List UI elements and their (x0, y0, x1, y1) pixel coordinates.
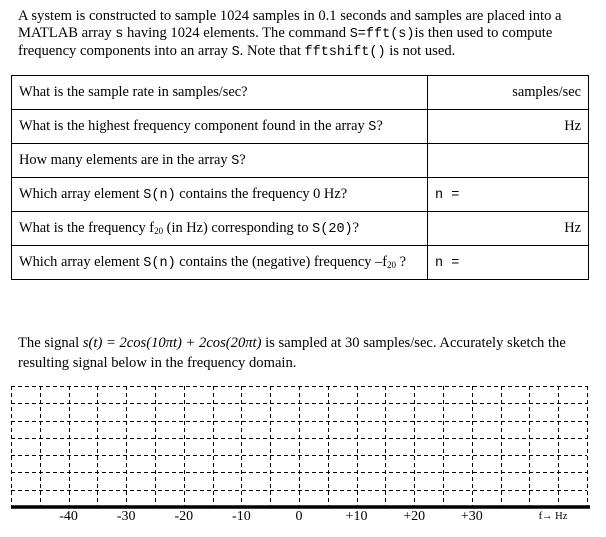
variable-S: S (231, 45, 240, 60)
subscript: 20 (387, 260, 397, 270)
answer-prefix: n = (435, 188, 460, 203)
question-text: Which array element (19, 186, 144, 202)
answer-unit: Hz (564, 118, 581, 134)
question-text: What is the frequency f (19, 220, 155, 236)
signal-text: is sampled at 30 samples/sec. Accurately sketch the resulting signal below in the frequency domain. (18, 335, 566, 371)
question-text: (in Hz) corresponding to (163, 220, 313, 236)
answer-unit: samples/sec (512, 84, 581, 100)
code-text: S(n) (143, 188, 176, 203)
frequency-unit-label: f→ Hz (538, 511, 568, 522)
code-text: S(n) (143, 256, 176, 271)
question-text: How many elements are in the array (19, 152, 232, 168)
code-text: S(20) (312, 222, 353, 237)
question-text: Which array element (19, 254, 144, 270)
tick-label: 0 (295, 509, 303, 524)
intro-text: is not used. (385, 43, 456, 59)
code-text: S (231, 154, 240, 169)
fftshift-function: fftshift() (304, 45, 386, 60)
answer-prefix: n = (435, 256, 460, 271)
answer-unit: Hz (564, 220, 581, 236)
question-text: What is the highest frequency component found in the array (19, 118, 369, 134)
question-text: ? (396, 254, 407, 270)
question-text: ? (376, 118, 383, 134)
tick-label: +10 (345, 509, 368, 524)
signal-text: The signal (18, 335, 83, 351)
question-text: What is the sample rate in samples/sec? (19, 84, 248, 100)
tick-label: -40 (59, 509, 78, 524)
tick-label: -20 (174, 509, 194, 524)
question-text: contains the (negative) frequency –f (175, 254, 388, 270)
signal-formula: s(t) = 2cos(10πt) + 2cos(20πt) (82, 335, 262, 351)
intro-text: . Note that (239, 43, 305, 59)
question-text: contains the frequency 0 Hz? (175, 186, 348, 202)
code-text: S (368, 120, 377, 135)
fft-command: S=fft(s) (349, 27, 415, 42)
intro-text: A system is constructed to sample 1024 samples in 0.1 seconds and samples are placed into a MATLAB array (18, 8, 562, 41)
intro-text: is then used to compute frequency components into an array (18, 25, 553, 59)
intro-text: having 1024 elements. The command (123, 25, 350, 41)
subscript: 20 (154, 226, 164, 236)
tick-label: -30 (116, 509, 136, 524)
tick-label: -10 (232, 509, 251, 524)
variable-s: s (115, 27, 124, 42)
tick-label: +20 (403, 509, 426, 524)
tick-label: +30 (460, 509, 483, 524)
question-text: ? (239, 152, 246, 168)
question-text: ? (352, 220, 360, 236)
